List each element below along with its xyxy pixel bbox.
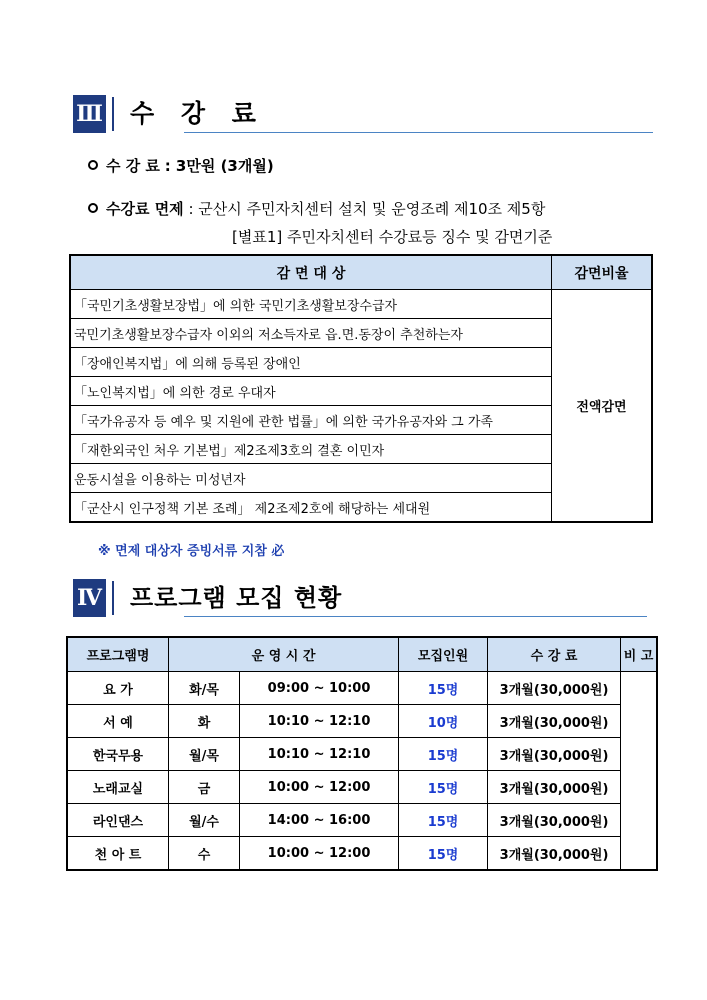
table-row bbox=[67, 804, 657, 837]
table-row bbox=[67, 705, 657, 738]
target-cell: 「군산시 인구정책 기본 조례」 제2조제2호에 해당하는 세대원 bbox=[70, 493, 552, 523]
fee-label: 수 강 료 bbox=[106, 157, 160, 175]
section-title: 수 강 료 bbox=[130, 99, 265, 128]
program-fee: 3개월(30,000원) bbox=[488, 738, 621, 771]
target-cell: 「노인복지법」에 의한 경로 우대자 bbox=[70, 377, 552, 406]
program-name: 라인댄스 bbox=[67, 804, 169, 837]
program-days: 금 bbox=[169, 771, 240, 804]
program-days: 화 bbox=[169, 705, 240, 738]
divider-bar bbox=[112, 97, 114, 131]
program-name: 서 예 bbox=[67, 705, 169, 738]
section-3-header bbox=[73, 95, 653, 133]
program-time: 10:10 ~ 12:10 bbox=[240, 705, 399, 738]
header-target: 감 면 대 상 bbox=[70, 255, 552, 290]
program-time: 10:00 ~ 12:00 bbox=[240, 837, 399, 871]
underline bbox=[184, 616, 647, 617]
section-4-header bbox=[73, 579, 647, 617]
target-cell: 「국민기초생활보장법」에 의한 국민기초생활보장수급자 bbox=[70, 290, 552, 319]
header-fee: 수 강 료 bbox=[488, 637, 621, 672]
header-program: 프로그램명 bbox=[67, 637, 169, 672]
fee-bullet bbox=[88, 155, 274, 177]
program-days: 수 bbox=[169, 837, 240, 871]
target-cell: 국민기초생활보장수급자 이외의 저소득자로 읍.면.동장이 추천하는자 bbox=[70, 319, 552, 348]
document-note: ※ 면제 대상자 증빙서류 지참 必 bbox=[98, 544, 285, 559]
program-name: 한국무용 bbox=[67, 738, 169, 771]
program-capacity: 10명 bbox=[399, 705, 488, 738]
section-title: 프로그램 모집 현황 bbox=[130, 584, 343, 612]
underline bbox=[184, 132, 653, 133]
program-time: 14:00 ~ 16:00 bbox=[240, 804, 399, 837]
divider-bar bbox=[112, 581, 114, 615]
program-days: 월/목 bbox=[169, 738, 240, 771]
target-cell: 「장애인복지법」에 의해 등록된 장애인 bbox=[70, 348, 552, 377]
target-cell: 운동시설을 이용하는 미성년자 bbox=[70, 464, 552, 493]
table-row bbox=[67, 738, 657, 771]
program-days: 화/목 bbox=[169, 672, 240, 705]
program-time: 10:10 ~ 12:10 bbox=[240, 738, 399, 771]
section-number-badge: Ⅲ bbox=[73, 95, 106, 133]
header-capacity: 모집인원 bbox=[399, 637, 488, 672]
table-header-row bbox=[70, 255, 652, 290]
table-header-row bbox=[67, 637, 657, 672]
program-time: 10:00 ~ 12:00 bbox=[240, 771, 399, 804]
exempt-label: 수강료 면제 bbox=[106, 200, 184, 218]
table-row bbox=[67, 837, 657, 871]
program-name: 노래교실 bbox=[67, 771, 169, 804]
remarks-cell bbox=[621, 672, 657, 871]
header-schedule: 운 영 시 간 bbox=[169, 637, 399, 672]
exemption-table bbox=[69, 254, 653, 523]
target-cell: 「국가유공자 등 예우 및 지원에 관한 법률」에 의한 국가유공자와 그 가족 bbox=[70, 406, 552, 435]
table-row bbox=[67, 672, 657, 705]
table-row bbox=[70, 290, 652, 319]
program-capacity: 15명 bbox=[399, 837, 488, 871]
program-capacity: 15명 bbox=[399, 771, 488, 804]
table-row bbox=[67, 771, 657, 804]
program-capacity: 15명 bbox=[399, 672, 488, 705]
circle-bullet-icon bbox=[88, 203, 98, 213]
program-fee: 3개월(30,000원) bbox=[488, 705, 621, 738]
program-fee: 3개월(30,000원) bbox=[488, 837, 621, 871]
header-remarks: 비 고 bbox=[621, 637, 657, 672]
circle-bullet-icon bbox=[88, 160, 98, 170]
rate-cell: 전액감면 bbox=[552, 290, 653, 523]
program-time: 09:00 ~ 10:00 bbox=[240, 672, 399, 705]
program-table bbox=[66, 636, 658, 871]
exempt-value-line2: [별표1] 주민자치센터 수강료등 징수 및 감면기준 bbox=[232, 228, 553, 246]
program-capacity: 15명 bbox=[399, 738, 488, 771]
exempt-bullet bbox=[88, 198, 545, 220]
exempt-value: : 군산시 주민자치센터 설치 및 운영조례 제10조 제5항 bbox=[188, 200, 546, 218]
section-number-badge: Ⅳ bbox=[73, 579, 106, 617]
program-fee: 3개월(30,000원) bbox=[488, 771, 621, 804]
target-cell: 「재한외국인 처우 기본법」제2조제3호의 결혼 이민자 bbox=[70, 435, 552, 464]
program-name: 요 가 bbox=[67, 672, 169, 705]
header-rate: 감면비율 bbox=[552, 255, 653, 290]
program-days: 월/수 bbox=[169, 804, 240, 837]
program-name: 천 아 트 bbox=[67, 837, 169, 871]
program-capacity: 15명 bbox=[399, 804, 488, 837]
program-fee: 3개월(30,000원) bbox=[488, 804, 621, 837]
fee-value: : 3만원 (3개월) bbox=[164, 157, 274, 175]
program-fee: 3개월(30,000원) bbox=[488, 672, 621, 705]
